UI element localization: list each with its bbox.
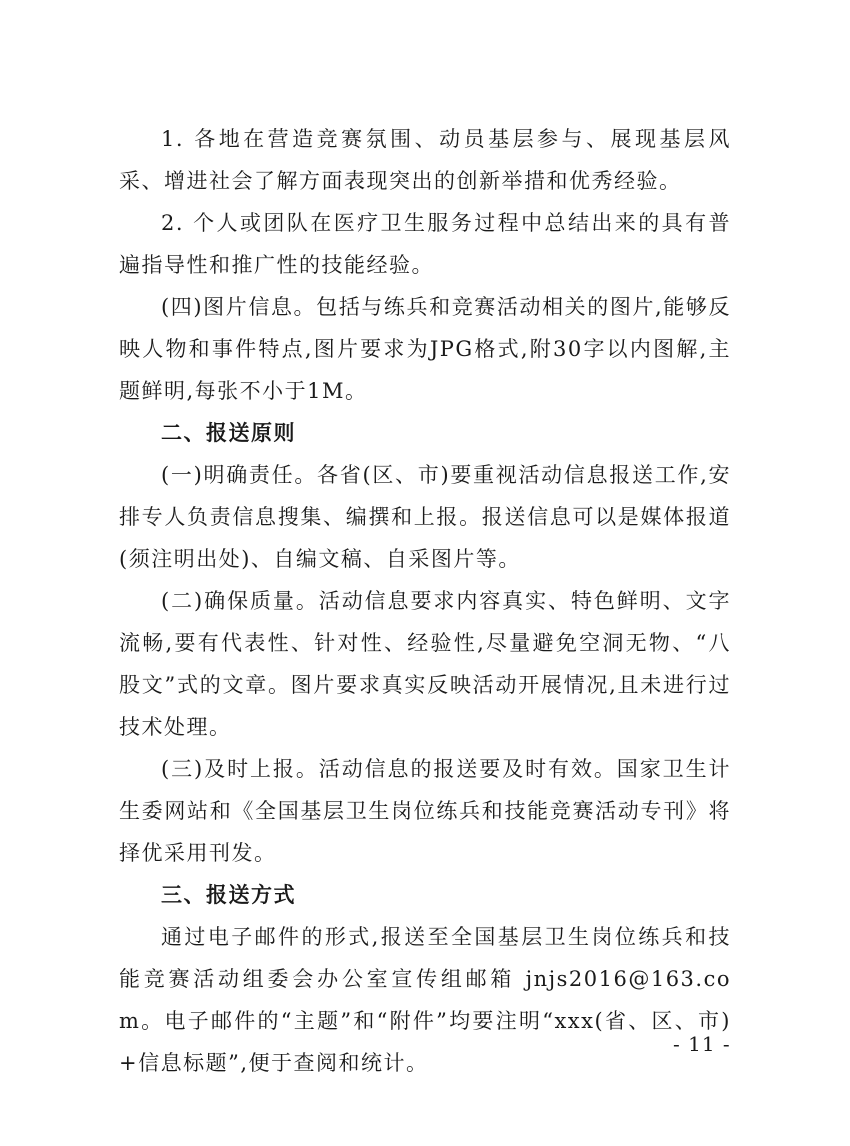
paragraph-email: 通过电子邮件的形式,报送至全国基层卫生岗位练兵和技能竞赛活动组委会办公室宣传组邮箱 jnjs2016@163.com。电子邮件的“主题”和“附件”均要注明“xxx(省、区、市)+信息标题”,便于查阅和统计。: [119, 925, 731, 1075]
paragraph-image-info: (四)图片信息。包括与练兵和竞赛活动相关的图片,能够反映人物和事件特点,图片要求为JPG格式,附30字以内图解,主题鲜明,每张不小于1M。: [119, 295, 731, 403]
paragraph-timely: (三)及时上报。活动信息的报送要及时有效。国家卫生计生委网站和《全国基层卫生岗位练兵和技能竞赛活动专刊》将择优采用刊发。: [119, 757, 731, 865]
paragraph-responsibility: (一)明确责任。各省(区、市)要重视活动信息报送工作,安排专人负责信息搜集、编撰和上报。报送信息可以是媒体报道(须注明出处)、自编文稿、自采图片等。: [119, 463, 731, 571]
paragraph-2: 2. 个人或团队在医疗卫生服务过程中总结出来的具有普遍指导性和推广性的技能经验。: [119, 211, 731, 277]
paragraph-quality: (二)确保质量。活动信息要求内容真实、特色鲜明、文字流畅,要有代表性、针对性、经验性,尽量避免空洞无物、“八股文”式的文章。图片要求真实反映活动开展情况,且未进行过技术处理。: [119, 589, 731, 739]
paragraph-1: 1. 各地在营造竞赛氛围、动员基层参与、展现基层风采、增进社会了解方面表现突出的创新举措和优秀经验。: [119, 127, 731, 193]
document-body: [119, 118, 731, 1084]
page-number: - 11 -: [673, 1032, 731, 1056]
section-heading-principles: 二、报送原则: [161, 421, 296, 445]
section-heading-method: 三、报送方式: [161, 883, 296, 907]
